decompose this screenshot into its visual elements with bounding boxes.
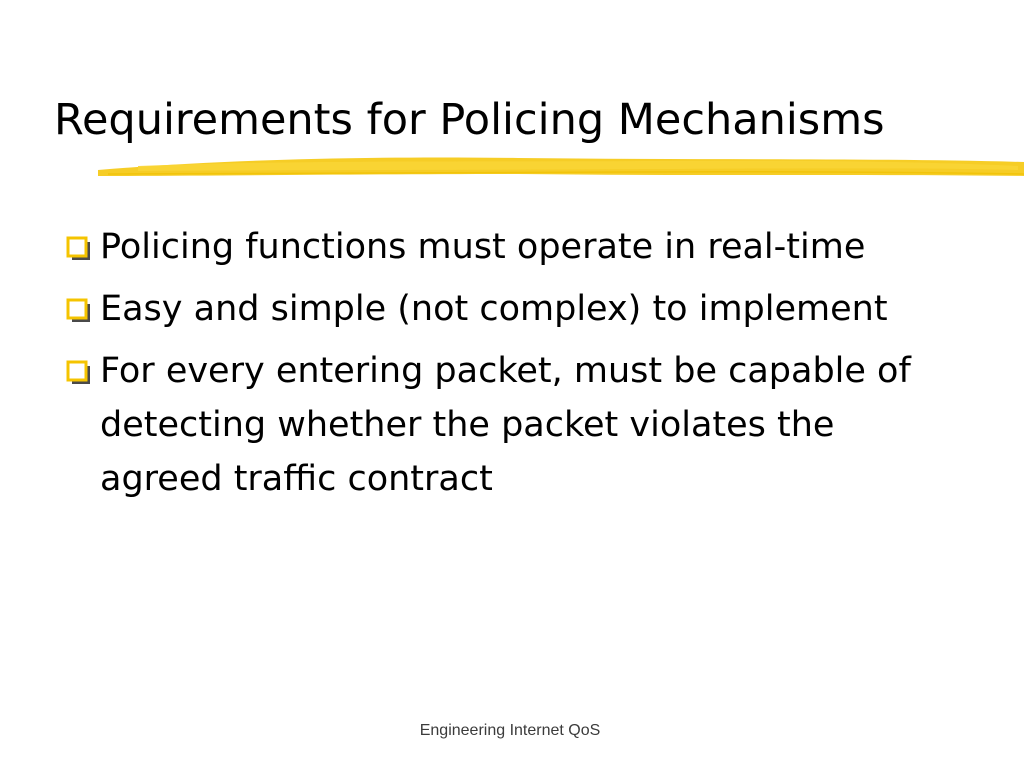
bullet-item [62, 220, 962, 274]
slide-title: Requirements for Policing Mechanisms [54, 95, 885, 145]
bullet-item [62, 282, 962, 336]
bullet-item [62, 344, 962, 506]
bullet-text: For every entering packet, must be capable of detecting whether the packet violates the agreed traffic contract [100, 351, 911, 499]
hollow-square-icon [66, 298, 96, 324]
hollow-square-icon [66, 360, 96, 386]
slide-footer [0, 722, 1024, 740]
title-underline-brushstroke [98, 146, 1024, 186]
bullet-text: Easy and simple (not complex) to implement [100, 289, 888, 329]
footer-text: Engineering Internet QoS [419, 722, 601, 739]
hollow-square-icon [66, 236, 96, 262]
bullet-text: Policing functions must operate in real-time [100, 227, 866, 267]
bullet-list [62, 220, 962, 514]
